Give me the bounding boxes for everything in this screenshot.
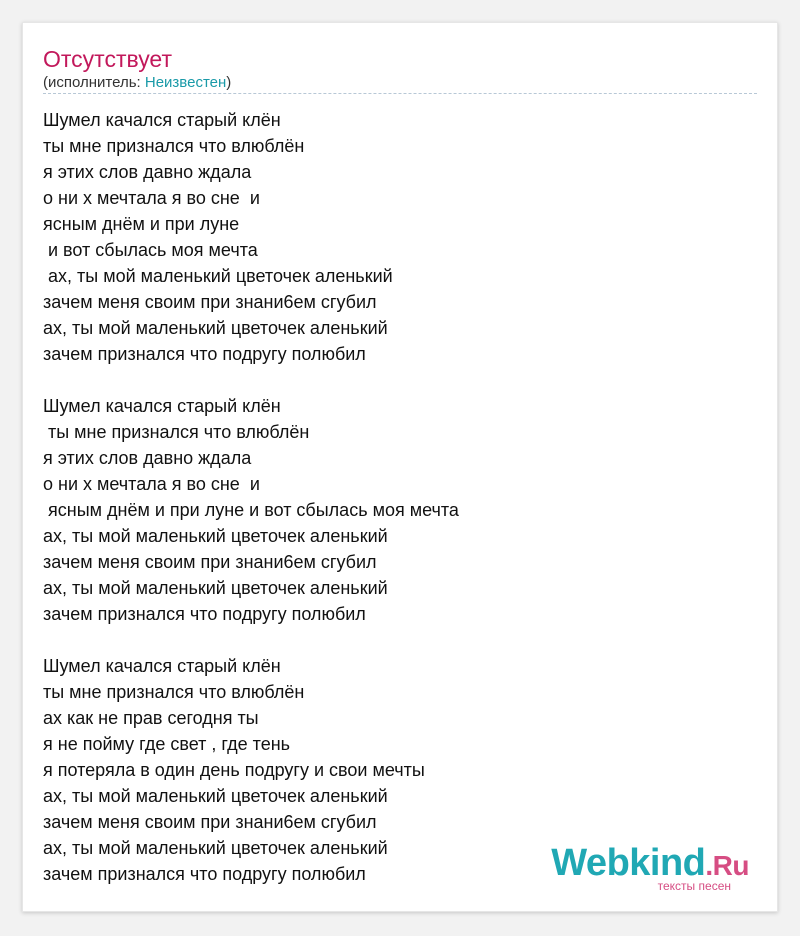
lyric-line: и вот сбылась моя мечта xyxy=(43,240,258,260)
lyric-line: зачем признался что подругу полюбил xyxy=(43,864,366,884)
artist-link[interactable]: Неизвестен xyxy=(144,74,227,91)
lyrics-text xyxy=(43,107,459,887)
artist-suffix: ) xyxy=(226,74,232,91)
stanza-gap xyxy=(43,367,459,393)
lyric-line: ты мне признался что влюблён xyxy=(43,136,305,156)
lyric-line: о ни х мечтала я во сне и xyxy=(43,474,260,494)
lyric-line: ах, ты мой маленький цветочек аленький xyxy=(43,578,388,598)
logo-name: Webkind xyxy=(551,842,706,884)
lyric-line: зачем признался что подругу полюбил xyxy=(43,604,366,624)
lyric-line: Шумел качался старый клён xyxy=(43,656,281,676)
song-title: Отсутствует xyxy=(43,46,172,72)
lyric-line: Шумел качался старый клён xyxy=(43,396,281,416)
site-logo[interactable] xyxy=(549,841,749,901)
logo-tld: .Ru xyxy=(705,850,749,881)
lyric-line: ах, ты мой маленький цветочек аленький xyxy=(43,266,393,286)
artist-line xyxy=(43,74,231,92)
lyrics-card xyxy=(22,22,778,912)
lyric-line: ах как не прав сегодня ты xyxy=(43,708,259,728)
artist-prefix: (исполнитель: xyxy=(43,74,145,91)
lyric-line: о ни х мечтала я во сне и xyxy=(43,188,260,208)
lyric-line: я не пойму где свет , где тень xyxy=(43,734,291,754)
lyric-line: ах, ты мой маленький цветочек аленький xyxy=(43,526,388,546)
lyric-line: ах, ты мой маленький цветочек аленький xyxy=(43,318,388,338)
lyric-line: я этих слов давно ждала xyxy=(43,448,252,468)
lyric-line: зачем меня своим при знани6ем сгубил xyxy=(43,552,377,572)
lyric-line: я этих слов давно ждала xyxy=(43,162,252,182)
lyric-line: зачем признался что подругу полюбил xyxy=(43,344,366,364)
title-divider xyxy=(43,93,757,94)
lyric-line: ах, ты мой маленький цветочек аленький xyxy=(43,838,388,858)
lyric-line: ты мне признался что влюблён xyxy=(43,682,305,702)
lyric-line: ясным днём и при луне xyxy=(43,214,240,234)
lyric-line: я потеряла в один день подругу и свои мечты xyxy=(43,760,425,780)
lyric-line: ах, ты мой маленький цветочек аленький xyxy=(43,786,388,806)
stanza-gap xyxy=(43,627,459,653)
lyric-line: ясным днём и при луне и вот сбылась моя мечта xyxy=(43,500,459,520)
logo-tagline: тексты песен xyxy=(657,879,731,893)
lyric-line: Шумел качался старый клён xyxy=(43,110,281,130)
lyric-line: зачем меня своим при знани6ем сгубил xyxy=(43,812,377,832)
lyric-line: зачем меня своим при знани6ем сгубил xyxy=(43,292,377,312)
lyric-line: ты мне признался что влюблён xyxy=(43,422,310,442)
